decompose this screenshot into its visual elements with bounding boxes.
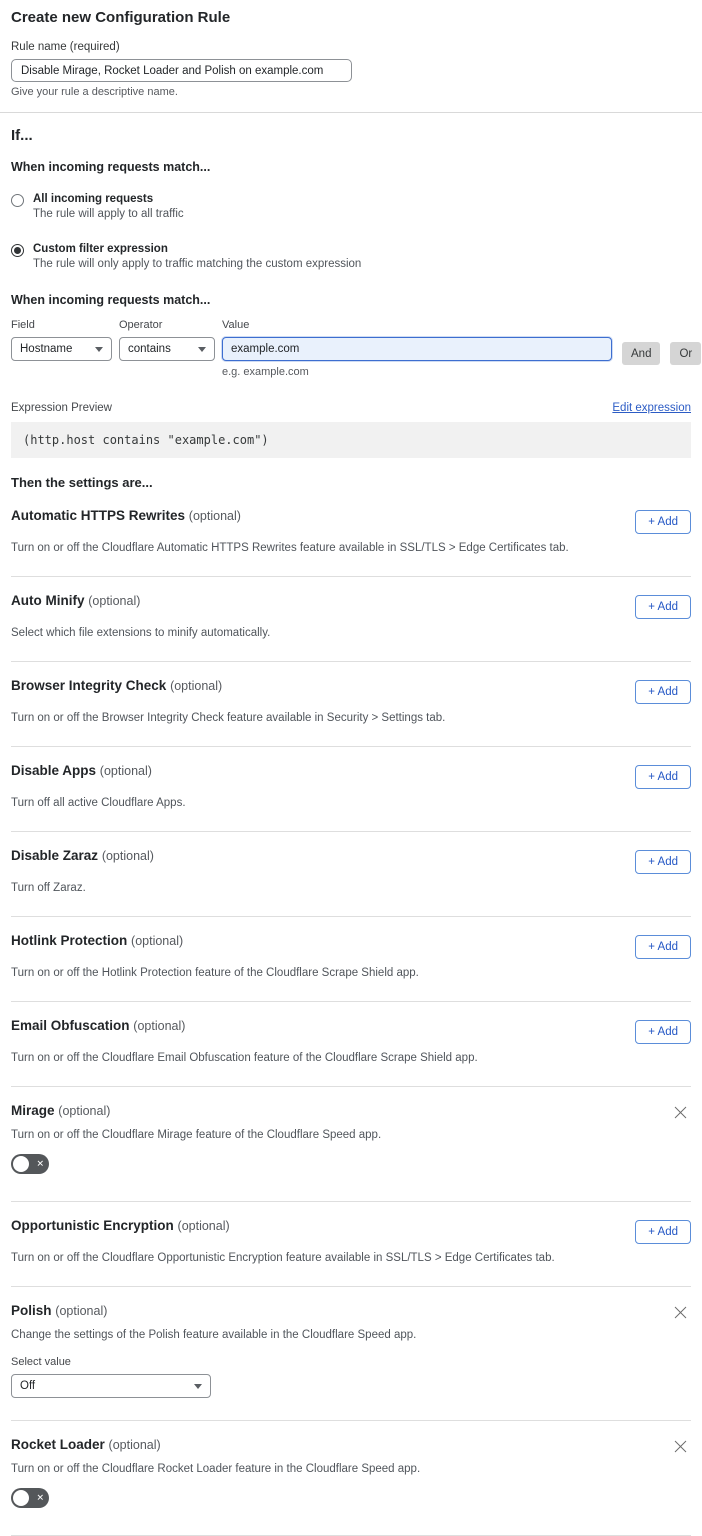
setting-title: Hotlink Protection (optional) (11, 933, 184, 948)
and-button[interactable]: And (622, 342, 660, 365)
add-button[interactable]: + Add (635, 1220, 691, 1244)
setting-hotlink-protection (11, 917, 691, 1002)
optional-tag: (optional) (177, 1219, 230, 1233)
radio-label: Custom filter expression (33, 243, 168, 255)
operator-select-value: contains (128, 343, 171, 355)
settings-list (11, 492, 691, 1536)
setting-title: Browser Integrity Check (optional) (11, 678, 223, 693)
close-icon[interactable] (672, 1104, 689, 1121)
radio-custom-filter-expression[interactable] (11, 243, 691, 270)
toggle-x-icon: ✕ (36, 1492, 44, 1503)
setting-title: Email Obfuscation (optional) (11, 1018, 186, 1033)
value-input[interactable] (222, 337, 612, 361)
add-button[interactable]: + Add (635, 765, 691, 789)
optional-tag: (optional) (58, 1104, 111, 1118)
value-label: Value (222, 319, 250, 331)
chevron-down-icon (194, 1384, 202, 1389)
setting-title: Disable Zaraz (optional) (11, 848, 154, 863)
add-button[interactable]: + Add (635, 595, 691, 619)
optional-tag: (optional) (101, 849, 154, 863)
radio-button-icon[interactable] (11, 244, 24, 257)
rule-name-label: Rule name (required) (11, 41, 120, 53)
polish-select[interactable] (11, 1374, 211, 1398)
or-button[interactable]: Or (670, 342, 701, 365)
optional-tag: (optional) (108, 1438, 161, 1452)
if-heading: If... (11, 127, 33, 144)
setting-title: Auto Minify (optional) (11, 593, 141, 608)
setting-description: Turn on or off the Cloudflare Automatic HTTPS Rewrites feature available in SSL/TLS > Edge Certificates tab. (11, 542, 569, 554)
setting-browser-integrity-check (11, 662, 691, 747)
field-label: Field (11, 319, 35, 331)
setting-description: Turn on or off the Cloudflare Opportunistic Encryption feature available in SSL/TLS > Edge Certificates tab. (11, 1252, 555, 1264)
add-button[interactable]: + Add (635, 510, 691, 534)
setting-mirage (11, 1087, 691, 1202)
setting-title: Automatic HTTPS Rewrites (optional) (11, 508, 241, 523)
expression-builder (11, 293, 691, 378)
setting-polish (11, 1287, 691, 1421)
toggle-knob (13, 1156, 29, 1172)
optional-tag: (optional) (133, 1019, 186, 1033)
close-icon[interactable] (672, 1304, 689, 1321)
page-title: Create new Configuration Rule (11, 9, 231, 26)
add-button[interactable]: + Add (635, 1020, 691, 1044)
add-button[interactable]: + Add (635, 850, 691, 874)
setting-description: Turn on or off the Hotlink Protection feature of the Cloudflare Scrape Shield app. (11, 967, 419, 979)
setting-description: Change the settings of the Polish feature available in the Cloudflare Speed app. (11, 1329, 417, 1341)
field-select[interactable] (11, 337, 112, 361)
setting-disable-apps (11, 747, 691, 832)
expression-preview-label: Expression Preview (11, 402, 112, 414)
setting-description: Turn on or off the Cloudflare Email Obfuscation feature of the Cloudflare Scrape Shield app. (11, 1052, 478, 1064)
optional-tag: (optional) (88, 594, 141, 608)
chevron-down-icon (198, 347, 206, 352)
setting-description: Turn on or off the Browser Integrity Check feature available in Security > Settings tab. (11, 712, 446, 724)
divider (0, 112, 702, 113)
field-select-value: Hostname (20, 343, 73, 355)
radio-button-icon[interactable] (11, 194, 24, 207)
radio-description: The rule will apply to all traffic (33, 208, 184, 220)
close-icon[interactable] (672, 1438, 689, 1455)
optional-tag: (optional) (170, 679, 223, 693)
setting-description: Select which file extensions to minify automatically. (11, 627, 271, 639)
operator-label: Operator (119, 319, 163, 331)
setting-title: Polish (optional) (11, 1303, 108, 1318)
optional-tag: (optional) (131, 934, 184, 948)
select-value-label: Select value (11, 1356, 71, 1368)
toggle-x-icon: ✕ (36, 1158, 44, 1169)
then-settings-heading: Then the settings are... (11, 475, 153, 490)
builder-heading: When incoming requests match... (11, 293, 211, 307)
setting-rocket-loader (11, 1421, 691, 1536)
setting-opportunistic-encryption (11, 1202, 691, 1287)
match-heading: When incoming requests match... (11, 160, 211, 174)
setting-automatic-https-rewrites (11, 492, 691, 577)
setting-disable-zaraz (11, 832, 691, 917)
rule-name-input[interactable] (11, 59, 352, 82)
setting-email-obfuscation (11, 1002, 691, 1087)
setting-title: Disable Apps (optional) (11, 763, 152, 778)
setting-title: Opportunistic Encryption (optional) (11, 1218, 230, 1233)
rule-name-helper: Give your rule a descriptive name. (11, 86, 178, 98)
edit-expression-link[interactable]: Edit expression (612, 402, 691, 414)
optional-tag: (optional) (188, 509, 241, 523)
optional-tag: (optional) (55, 1304, 108, 1318)
mirage-toggle-off[interactable] (11, 1154, 49, 1174)
setting-title: Mirage (optional) (11, 1103, 111, 1118)
toggle-knob (13, 1490, 29, 1506)
add-button[interactable]: + Add (635, 680, 691, 704)
value-helper: e.g. example.com (222, 366, 309, 378)
optional-tag: (optional) (99, 764, 152, 778)
operator-select[interactable] (119, 337, 215, 361)
rocket-loader-toggle-off[interactable] (11, 1488, 49, 1508)
setting-title: Rocket Loader (optional) (11, 1437, 161, 1452)
chevron-down-icon (95, 347, 103, 352)
setting-auto-minify (11, 577, 691, 662)
setting-description: Turn off Zaraz. (11, 882, 86, 894)
polish-select-value: Off (20, 1380, 36, 1392)
expression-code: (http.host contains "example.com") (11, 422, 691, 458)
radio-all-incoming-requests[interactable] (11, 193, 691, 220)
radio-description: The rule will only apply to traffic matching the custom expression (33, 258, 362, 270)
expression-preview-header (11, 402, 691, 414)
match-radio-group (11, 193, 691, 270)
setting-description: Turn off all active Cloudflare Apps. (11, 797, 186, 809)
setting-description: Turn on or off the Cloudflare Rocket Loader feature in the Cloudflare Speed app. (11, 1463, 421, 1475)
add-button[interactable]: + Add (635, 935, 691, 959)
radio-label: All incoming requests (33, 193, 154, 205)
setting-description: Turn on or off the Cloudflare Mirage feature of the Cloudflare Speed app. (11, 1129, 382, 1141)
